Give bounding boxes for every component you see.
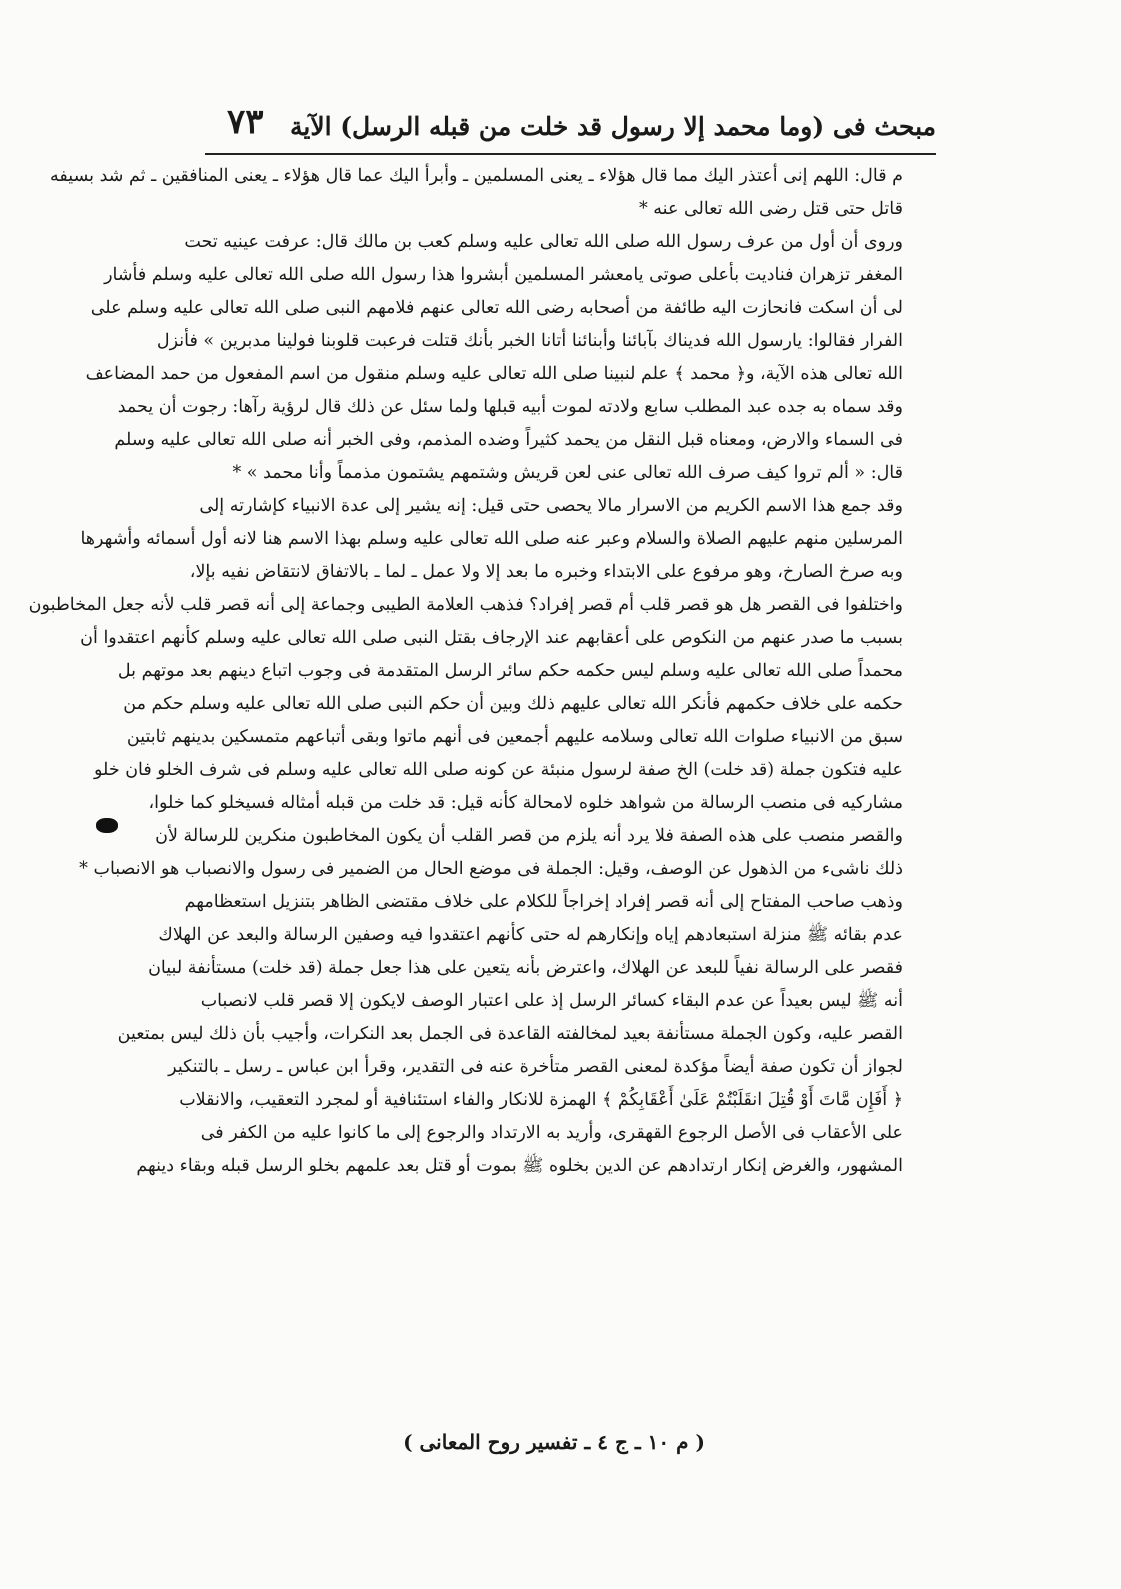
text-line: ذلك ناشىء من الذهول عن الوصف، وقيل: الجملة فى موضع الحال من الضمير فى رسول والانصباب هو الانصباب *: [79, 859, 903, 879]
text-line: م قال: اللهم إنى أعتذر اليك مما قال هؤلاء ـ يعنى المسلمين ـ وأبرأ اليك عما قال هؤلاء ـ يعنى المنافقين ـ ثم شد بسيفه: [50, 166, 903, 186]
text-line: وذهب صاحب المفتاح إلى أنه قصر إفراد إخراجاً للكلام على خلاف مقتضى الظاهر بتنزيل استعظامهم: [184, 892, 903, 912]
text-line: المغفر تزهران فناديت بأعلى صوتى يامعشر المسلمين أبشروا هذا رسول الله صلى الله تعالى عليه وسلم فأشار: [104, 265, 903, 285]
text-line: الفرار فقالوا: يارسول الله فديناك بآبائنا وأبنائنا أتانا الخبر بأنك قتلت فرعبت قلوبنا فولينا مدبرين » فأنزل: [156, 331, 903, 351]
text-line: وقد سماه به جده عبد المطلب سابع ولادته لموت أبيه قبلها ولما سئل عن ذلك قال لرؤية رآها: رجوت أن يحمد: [117, 397, 903, 417]
text-line: لجواز أن تكون صفة أيضاً مؤكدة لمعنى القصر متأخرة عنه فى التقدير، وقرأ ابن عباس ـ رسل ـ بالتنكير: [168, 1057, 903, 1077]
text-line: بسبب ما صدر عنهم من النكوص على أعقابهم عند الإرجاف بقتل النبى صلى الله تعالى عليه وسلم كأنهم اعتقدوا أن: [80, 628, 903, 648]
text-line: ﴿ أَفَإِن مَّاتَ أَوْ قُتِلَ انقَلَبْتُمْ عَلَىٰ أَعْقَابِكُمْ ﴾ الهمزة للانكار والفاء استئنافية أو لمجرد التعقيب، والانقلاب: [179, 1090, 903, 1110]
text-line: سبق من الانبياء صلوات الله تعالى وسلامه عليهم أجمعين فى أنهم ماتوا وبقى أتباعهم متمسكين بدينهم ثابتين: [126, 727, 903, 747]
text-line: وروى أن أول من عرف رسول الله صلى الله تعالى عليه وسلم كعب بن مالك قال: عرفت عينيه تحت: [184, 232, 903, 252]
page-number: ٧٣: [227, 102, 264, 142]
running-header-title: مبحث فى (وما محمد إلا رسول قد خلت من قبله الرسل) الآية: [289, 112, 936, 141]
header-rule: [205, 153, 936, 155]
text-line: فقصر على الرسالة نفياً للبعد عن الهلاك، واعترض بأنه يتعين على هذا جعل جملة (قد خلت) مستأنفة لبيان: [148, 958, 903, 978]
text-line: المرسلين منهم عليهم الصلاة والسلام وعبر عنه صلى الله تعالى عليه وسلم بهذا الاسم هنا لانه أول أسمائه وأشهرها: [80, 529, 903, 549]
text-line: أنه ﷺ ليس بعيداً عن عدم البقاء كسائر الرسل إذ على اعتبار الوصف لايكون إلا قصر قلب لانصباب: [200, 991, 903, 1011]
text-line: مشاركيه فى منصب الرسالة من شواهد خلوه لامحالة كأنه قيل: قد خلت من قبله أمثاله فسيخلو كما خلوا،: [148, 793, 903, 813]
text-line: قاتل حتى قتل رضى الله تعالى عنه *: [638, 199, 903, 219]
text-line: عدم بقائه ﷺ منزلة استبعادهم إياه وإنكارهم له حتى كأنهم اعتقدوا فيه وصفين الرسالة والبعد عن الهلاك: [158, 925, 903, 945]
text-line: حكمه على خلاف حكمهم فأنكر الله تعالى عليهم ذلك وبين أن حكم النبى صلى الله تعالى عليه وسلم حكم من: [123, 694, 903, 714]
text-line: لى أن اسكت فانحازت اليه طائفة من أصحابه رضى الله تعالى عنهم فلامهم النبى صلى الله تعالى عليه وسلم على: [90, 298, 903, 318]
text-line: وبه صرخ الصارخ، وهو مرفوع على الابتداء وخبره ما بعد إلا ولا عمل ـ لما ـ بالاتفاق لانتقاض نفيه بإلا،: [189, 562, 903, 582]
text-line: المشهور، والغرض إنكار ارتدادهم عن الدين بخلوه ﷺ بموت أو قتل بعد علمهم بخلو الرسل قبله وبقاء دينهم: [136, 1156, 903, 1176]
text-line: عليه فتكون جملة (قد خلت) الخ صفة لرسول منبئة عن كونه صلى الله تعالى عليه وسلم فى شرف الخلو فان خلو: [93, 760, 903, 780]
footer-signature: ( م ١٠ ـ ج ٤ ـ تفسير روح المعانى ): [403, 1430, 705, 1454]
text-line: قال: « ألم تروا كيف صرف الله تعالى عنى لعن قريش وشتمهم يشتمون مذمماً وأنا محمد » *: [232, 463, 903, 483]
text-line: القصر عليه، وكون الجملة مستأنفة بعيد لمخالفته القاعدة فى الجمل بعد النكرات، وأجيب بأن ذلك ليس بمتعين: [117, 1024, 903, 1044]
running-header: [205, 102, 936, 152]
text-line: والقصر منصب على هذه الصفة فلا يرد أنه يلزم من قصر القلب أن يكون المخاطبون منكرين للرسالة لأن: [155, 826, 903, 846]
body-text: [28, 160, 903, 1183]
text-line: وقد جمع هذا الاسم الكريم من الاسرار مالا يحصى حتى قيل: إنه يشير إلى عدة الانبياء كإشارته إلى: [199, 496, 903, 516]
text-line: محمداً صلى الله تعالى عليه وسلم ليس حكمه حكم سائر الرسل المتقدمة فى وجوب اتباع دينهم بعد موتهم بل: [117, 661, 903, 681]
text-line: على الأعقاب فى الأصل الرجوع القهقرى، وأريد به الارتداد والرجوع إلى ما كانوا عليه من الكفر فى: [200, 1123, 903, 1143]
text-line: فى السماء والارض، ومعناه قبل النقل من يحمد كثيراً وضده المذمم، وفى الخبر أنه صلى الله تعالى عليه وسلم: [114, 430, 903, 450]
ink-smudge: [96, 818, 118, 833]
text-line: الله تعالى هذه الآية، و﴿ محمد ﴾ علم لنبينا صلى الله تعالى عليه وسلم منقول من اسم المفعول من حمد المضاعف: [85, 364, 903, 384]
text-line: واختلفوا فى القصر هل هو قصر قلب أم قصر إفراد؟ فذهب العلامة الطيبى وجماعة إلى أنه قصر قلب لأنه جعل المخاطبون: [28, 595, 903, 615]
